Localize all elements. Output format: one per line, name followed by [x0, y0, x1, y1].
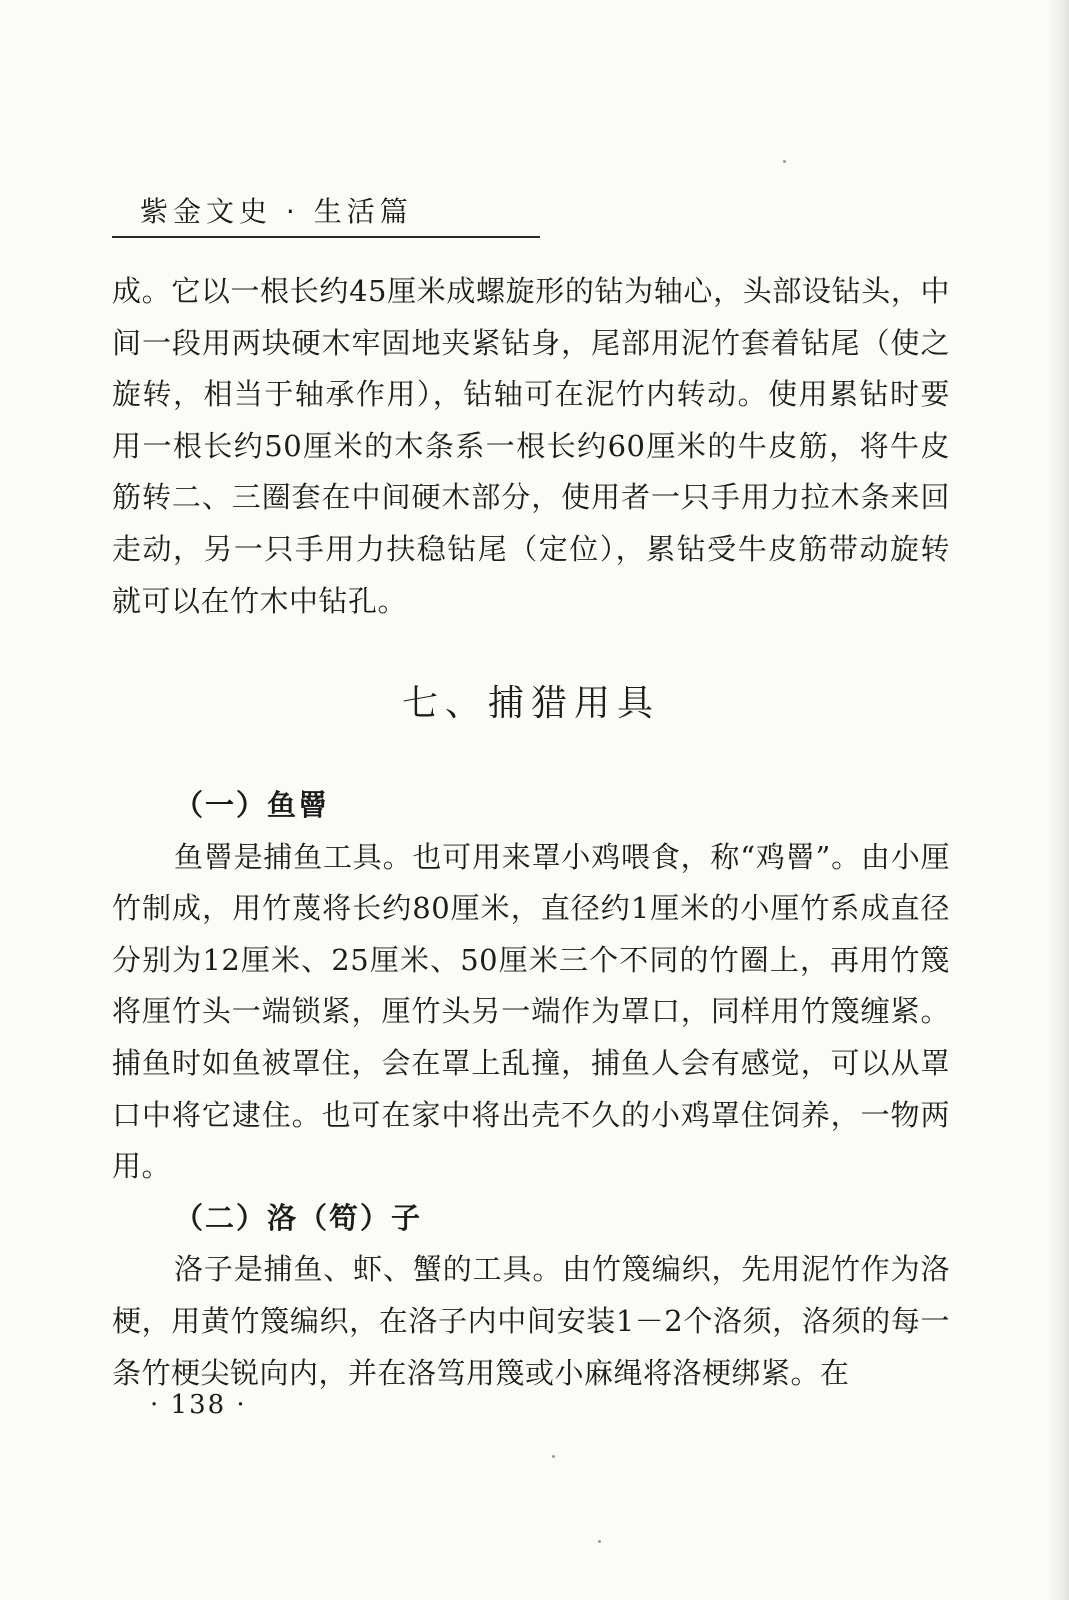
- header-rule: [112, 236, 540, 238]
- section-title: 七、捕猎用具: [401, 683, 660, 724]
- subsection-paragraph-yuzeng: 鱼罾是捕鱼工具。也可用来罩小鸡喂食，称“鸡罾”。由小厘竹制成，用竹蔑将长约80厘米，直径约1厘米的小厘竹系成直径分别为12厘米、25厘米、50厘米三个不同的竹圈上，再用竹篾将厘竹头一端锁紧，厘竹头另一端作为罩口，同样用竹篾缠紧。捕鱼时如鱼被罩住，会在罩上乱撞，捕鱼人会有感觉，可以从罩口中将它逮住。也可在家中将出壳不久的小鸡罩住饲养，一物两用。: [112, 839, 950, 1184]
- subsection-heading-yuzeng: （一）鱼罾: [174, 788, 330, 822]
- continuation-paragraph: 成。它以一根长约45厘米成螺旋形的钻为轴心，头部设钻头，中间一段用两块硬木牢固地夹紧钻身，尾部用泥竹套着钻尾（使之旋转，相当于轴承作用），钻轴可在泥竹内转动。使用累钻时要用一根长约50厘米的木条系一根长约60厘米的牛皮筋，将牛皮筋转二、三圈套在中间硬木部分，使用者一只手用力拉木条来回走动，另一只手用力扶稳钻尾（定位），累钻受牛皮筋带动旋转就可以在竹木中钻孔。: [112, 274, 950, 618]
- scan-speck: [552, 1455, 555, 1458]
- running-header: 紫金文史 · 生活篇: [140, 195, 413, 228]
- scan-speck: [598, 1540, 601, 1543]
- continuation-text: [112, 266, 950, 627]
- section-body: [112, 780, 950, 1399]
- scan-speck: [783, 160, 786, 163]
- subsection-heading-luozi: （二）洛（笱）子: [174, 1200, 423, 1235]
- page-edge-shadow: [1047, 0, 1069, 1600]
- subsection-paragraph-luozi: 洛子是捕鱼、虾、蟹的工具。由竹篾编织，先用泥竹作为洛梗，用黄竹篾编织，在洛子内中间安装1－2个洛须，洛须的每一条竹梗尖锐向内，并在洛笃用篾或小麻绳将洛梗绑紧。在: [112, 1252, 950, 1390]
- page-number: · 138 ·: [150, 1390, 247, 1420]
